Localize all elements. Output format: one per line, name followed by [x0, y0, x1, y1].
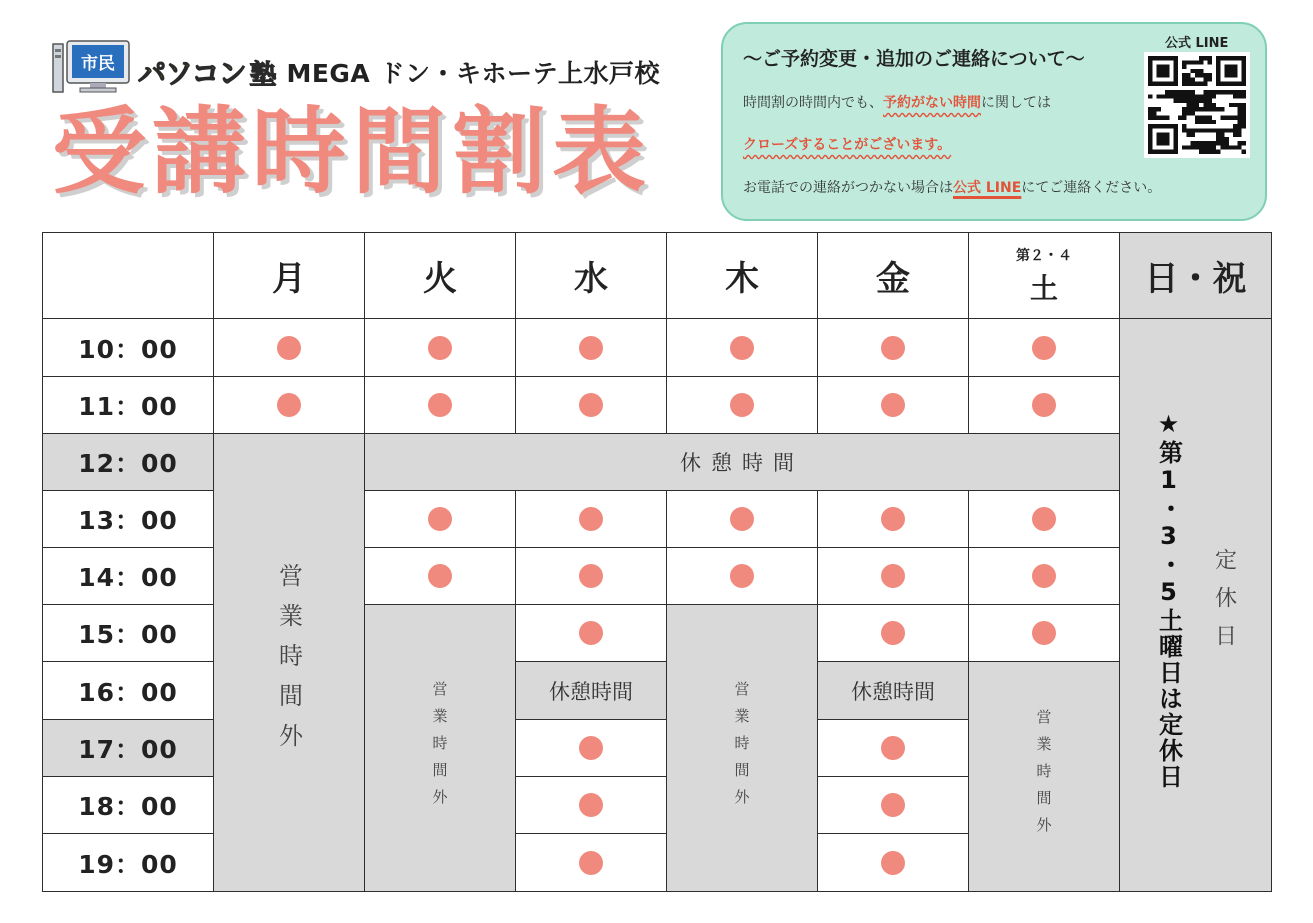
time-label-cell: [42, 833, 214, 892]
time-slot-cell: [515, 318, 667, 377]
time-slot-cell: [817, 833, 969, 892]
notice-highlight-close: クローズすることがございます。: [743, 137, 952, 153]
computer-logo-icon: [52, 40, 132, 94]
open-slot-dot: [730, 336, 754, 360]
time-slot-cell: [968, 376, 1120, 434]
time-slot-cell: [515, 604, 667, 662]
notice-line-1-text: 時間割の時間内でも、: [743, 95, 883, 111]
open-slot-dot: [579, 793, 603, 817]
sunday-closed-column: [1119, 318, 1272, 892]
time-slot-cell: [515, 776, 667, 834]
time-label-cell: [42, 490, 214, 548]
time-slot-cell: [968, 490, 1120, 548]
saturday-header: [1016, 249, 1072, 303]
time-slot-cell: [817, 490, 969, 548]
time-label: 15：00: [78, 620, 178, 649]
notice-line-3-text: お電話での連絡がつかない場合は: [743, 180, 953, 196]
day-label: 金: [876, 259, 910, 299]
time-slot-cell: [817, 547, 969, 605]
time-slot-cell: [213, 318, 365, 377]
schedule-table: [42, 232, 1271, 891]
time-label-cell: [42, 433, 214, 491]
notice-line-3-suffix: にてご連絡ください。: [1021, 180, 1162, 196]
closed-day-label: 定休日: [1211, 548, 1237, 662]
day-label: 木: [725, 259, 759, 299]
svg-text:市民: 市民: [81, 54, 115, 74]
sunday-header-cell: [1119, 232, 1272, 319]
time-slot-cell: [968, 604, 1120, 662]
open-slot-dot: [881, 793, 905, 817]
day-header-cell: [515, 232, 667, 319]
out-of-hours-label: 営業時間外: [430, 680, 449, 816]
break-time-row: [364, 433, 1120, 491]
time-label: 19：00: [78, 849, 178, 879]
time-slot-cell: [364, 490, 516, 548]
sunday-holiday-label: 日・祝: [1144, 259, 1247, 299]
time-slot-cell: [817, 376, 969, 434]
open-slot-dot: [428, 564, 452, 588]
notice-line-2: [743, 134, 951, 154]
notice-title: ～ご予約変更・追加のご連絡について～: [743, 48, 1085, 70]
out-of-hours-block: [213, 433, 365, 892]
time-label: 14：00: [78, 563, 178, 592]
time-label-cell: [42, 318, 214, 377]
time-label-cell: [42, 547, 214, 605]
open-slot-dot: [277, 393, 301, 417]
time-label: 16：00: [78, 677, 178, 707]
time-slot-cell: [817, 719, 969, 777]
time-slot-cell: [968, 547, 1120, 605]
out-of-hours-label: 営業時間外: [1034, 709, 1053, 844]
time-label: 13：00: [78, 506, 178, 535]
open-slot-dot: [1032, 564, 1056, 588]
saturday-closed-notice: ★第1・3・5土曜日は定休日: [1154, 410, 1183, 790]
day-header-cell: [817, 232, 969, 319]
time-slot-cell: [364, 376, 516, 434]
open-slot-dot: [730, 507, 754, 531]
open-slot-dot: [881, 736, 905, 760]
time-slot-cell: [515, 833, 667, 892]
open-slot-dot: [881, 336, 905, 360]
time-slot-cell: [515, 547, 667, 605]
break-time-cell: [817, 661, 969, 720]
open-slot-dot: [1032, 507, 1056, 531]
time-slot-cell: [666, 318, 818, 377]
open-slot-dot: [428, 393, 452, 417]
time-label-cell: [42, 661, 214, 720]
brand-name: パソコン: [138, 57, 246, 90]
saturday-label: 土: [1029, 271, 1058, 305]
time-slot-cell: [364, 318, 516, 377]
school-name: MEGA ドン・キホーテ上水戸校: [286, 59, 660, 88]
open-slot-dot: [1032, 336, 1056, 360]
open-slot-dot: [881, 564, 905, 588]
time-label: 12：00: [78, 449, 178, 478]
saturday-prefix-label: 第２・４: [1016, 247, 1072, 264]
out-of-hours-label: 営業時間外: [732, 680, 751, 816]
day-label: 火: [423, 259, 457, 299]
time-slot-cell: [817, 318, 969, 377]
notice-line-1: [743, 92, 1051, 112]
day-label: 水: [574, 259, 608, 299]
open-slot-dot: [579, 564, 603, 588]
time-slot-cell: [817, 776, 969, 834]
open-slot-dot: [881, 507, 905, 531]
open-slot-dot: [579, 393, 603, 417]
qr-label: 公式 LINE: [1165, 36, 1229, 51]
time-slot-cell: [666, 490, 818, 548]
open-slot-dot: [579, 336, 603, 360]
time-slot-cell: [666, 547, 818, 605]
open-slot-dot: [1032, 621, 1056, 645]
time-label-cell: [42, 376, 214, 434]
time-label-cell: [42, 776, 214, 834]
break-time-label: 休憩時間: [549, 679, 633, 704]
day-label: 月: [272, 259, 306, 299]
saturday-header-cell: [968, 232, 1120, 319]
open-slot-dot: [881, 851, 905, 875]
time-slot-cell: [515, 490, 667, 548]
day-header-cell: [666, 232, 818, 319]
open-slot-dot: [579, 621, 603, 645]
open-slot-dot: [428, 507, 452, 531]
time-label: 11：00: [78, 392, 178, 421]
header-corner-cell: [42, 232, 214, 319]
out-of-hours-label: 営業時間外: [274, 562, 303, 763]
time-slot-cell: [817, 604, 969, 662]
open-slot-dot: [579, 736, 603, 760]
brand-line: [138, 50, 660, 94]
break-time-label: 休憩時間: [680, 451, 804, 475]
out-of-hours-block: [968, 661, 1120, 892]
open-slot-dot: [579, 851, 603, 875]
time-label-cell: [42, 719, 214, 777]
out-of-hours-block: [364, 604, 516, 892]
page-title: 受講時間割表: [52, 98, 653, 207]
qr-code-icon[interactable]: [1144, 52, 1250, 158]
break-time-label: 休憩時間: [851, 679, 935, 704]
day-header-cell: [364, 232, 516, 319]
notice-highlight-reservation: 予約がない時間: [883, 95, 981, 111]
break-time-cell: [515, 661, 667, 720]
open-slot-dot: [277, 336, 301, 360]
official-line-link[interactable]: 公式 LINE: [953, 180, 1022, 196]
open-slot-dot: [428, 336, 452, 360]
open-slot-dot: [881, 393, 905, 417]
time-label-cell: [42, 604, 214, 662]
out-of-hours-block: [666, 604, 818, 892]
brand-suffix: 塾: [249, 59, 277, 91]
time-label: 17：00: [78, 735, 178, 764]
notice-box: [721, 22, 1267, 221]
day-header-cell: [213, 232, 365, 319]
open-slot-dot: [881, 621, 905, 645]
notice-line-1-suffix: に関しては: [981, 95, 1051, 111]
open-slot-dot: [730, 393, 754, 417]
open-slot-dot: [730, 564, 754, 588]
time-label: 10：00: [78, 334, 178, 364]
notice-line-3: [743, 177, 1161, 197]
time-label: 18：00: [78, 792, 178, 821]
time-slot-cell: [666, 376, 818, 434]
open-slot-dot: [579, 507, 603, 531]
time-slot-cell: [968, 318, 1120, 377]
time-slot-cell: [515, 719, 667, 777]
open-slot-dot: [1032, 393, 1056, 417]
time-slot-cell: [515, 376, 667, 434]
time-slot-cell: [364, 547, 516, 605]
time-slot-cell: [213, 376, 365, 434]
